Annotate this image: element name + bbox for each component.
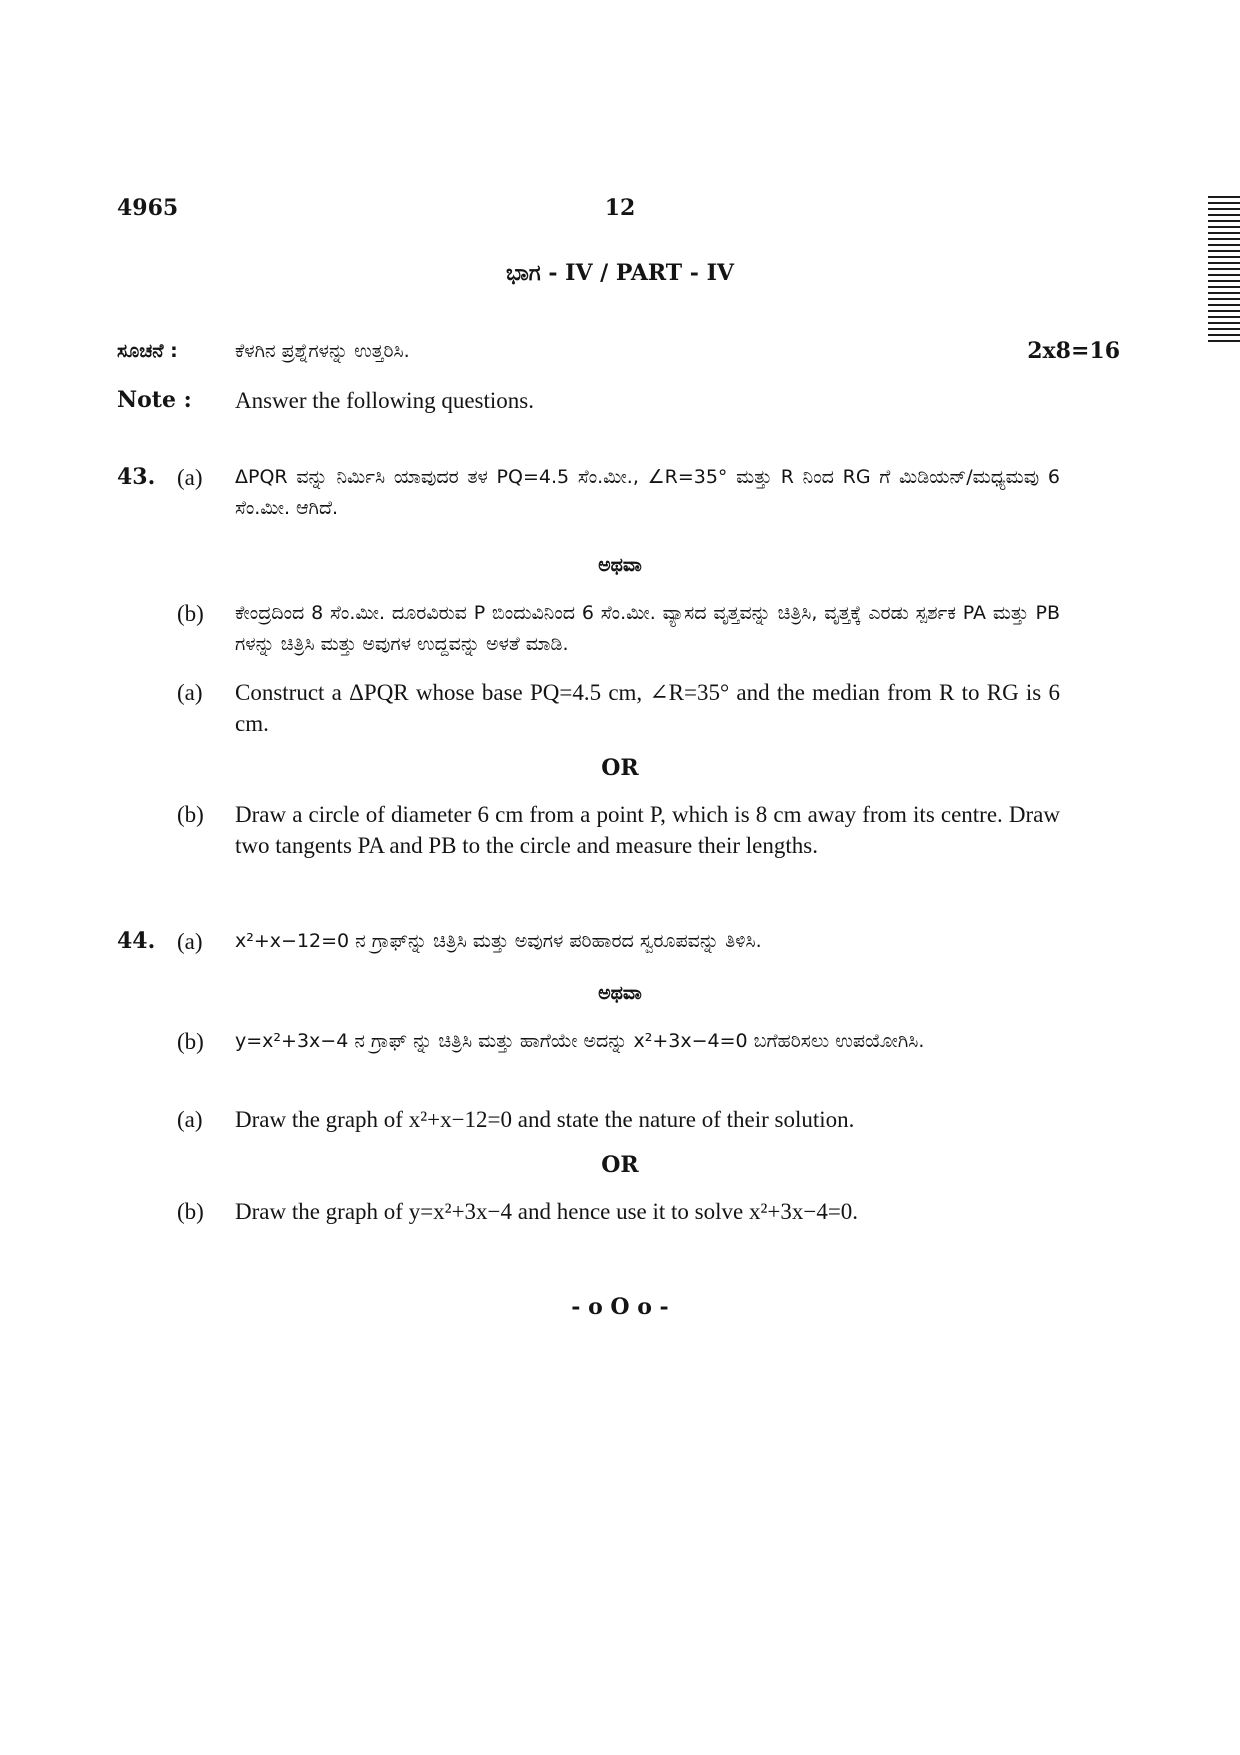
q43-en-b-label: (b) [177, 802, 204, 827]
q43-en-or: OR [601, 755, 639, 781]
q44-en-a-text: Draw the graph of x²+x−12=0 and state the nature of their solution. [235, 1107, 855, 1132]
q44-kn-b-text: y=x²+3x−4 ನ ಗ್ರಾಫ್ ನ್ನು ಚಿತ್ರಿಸಿ ಮತ್ತು ಹಾಗೆಯೇ ಅದನ್ನು x²+3x−4=0 ಬಗೆಹರಿಸಲು ಉಪಯೋಗಿಸಿ. [235, 1030, 925, 1052]
q43-en-a-text: Construct a ΔPQR whose base PQ=4.5 cm, ∠R=35° and the median from R to RG is 6 cm. [235, 680, 1060, 736]
q44-kn-b-label: (b) [177, 1029, 204, 1054]
paper-code: 4965 [117, 195, 179, 221]
part-heading: ಭಾಗ - IV / PART - IV [506, 260, 734, 286]
q44-en-b-text: Draw the graph of y=x²+3x−4 and hence use it to solve x²+3x−4=0. [235, 1199, 859, 1224]
q43-kn-b-label: (b) [177, 601, 204, 626]
instruction-text-kannada: ಕೆಳಗಿನ ಪ್ರಶ್ನೆಗಳನ್ನು ಉತ್ತರಿಸಿ. [235, 340, 410, 362]
q43-kn-b-text: ಕೇಂದ್ರದಿಂದ 8 ಸೆಂ.ಮೀ. ದೂರವಿರುವ P ಬಿಂದುವಿನಿಂದ 6 ಸೆಂ.ಮೀ. ವ್ಯಾಸದ ವೃತ್ತವನ್ನು ಚಿತ್ರಿಸಿ, ವೃತ್ತಕ್ಕೆ ಎರಡು ಸ್ಪರ್ಶಕ PA ಮತ್ತು PB ಗಳನ್ನು ಚಿತ್ರಿಸಿ ಮತ್ತು ಅವುಗಳ ಉದ್ದವನ್ನು ಅಳತೆ ಮಾಡಿ. [235, 602, 1060, 655]
q44-kn-a-label: (a) [177, 929, 203, 954]
question-number-44: 44. [117, 928, 156, 954]
marks-allocation: 2x8=16 [1027, 338, 1120, 364]
page-number: 12 [604, 195, 636, 221]
q43-kn-a-label: (a) [177, 465, 203, 490]
q44-en-b-label: (b) [177, 1199, 204, 1224]
q43-kn-or: ಅಥವಾ [598, 554, 642, 576]
q44-kn-a-text: x²+x−12=0 ನ ಗ್ರಾಫ್‌ನ್ನು ಚಿತ್ರಿಸಿ ಮತ್ತು ಅವುಗಳ ಪರಿಹಾರದ ಸ್ವರೂಪವನ್ನು ತಿಳಿಸಿ. [235, 930, 762, 952]
question-number-43: 43. [117, 464, 156, 490]
barcode [1208, 196, 1240, 344]
q43-en-b-text: Draw a circle of diameter 6 cm from a point P, which is 8 cm away from its centre. Draw two tangents PA and PB to the circle and measure their lengths. [235, 802, 1060, 858]
q44-en-or: OR [601, 1152, 639, 1178]
q44-kn-or: ಅಥವಾ [598, 982, 642, 1004]
instruction-label-kannada: ಸೂಚನೆ : [117, 340, 178, 362]
end-mark: - o O o - [571, 1294, 669, 1320]
q43-en-a-label: (a) [177, 680, 203, 705]
q44-en-a-label: (a) [177, 1107, 203, 1132]
q43-kn-a-text: ΔPQR ವನ್ನು ನಿರ್ಮಿಸಿ ಯಾವುದರ ತಳ PQ=4.5 ಸೆಂ.ಮೀ., ∠R=35° ಮತ್ತು R ನಿಂದ RG ಗೆ ಮಿಡಿಯನ್/ಮಧ್ಯಮವು 6 ಸೆಂ.ಮೀ. ಆಗಿದೆ. [235, 466, 1060, 519]
note-label: Note : [117, 387, 192, 413]
note-text: Answer the following questions. [235, 388, 534, 413]
